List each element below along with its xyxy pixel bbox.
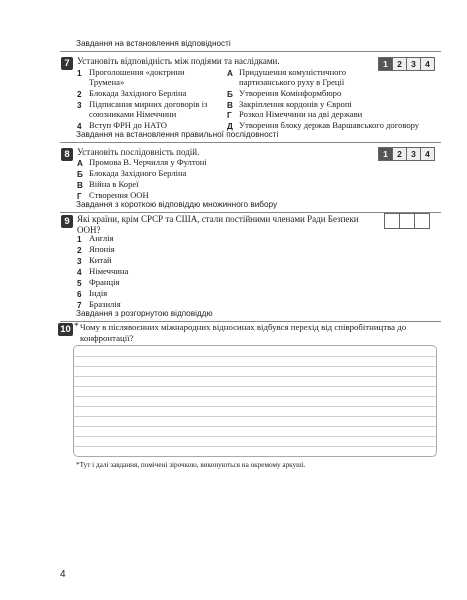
- question-10-star: *: [74, 321, 79, 331]
- grid-7-header-2: 2: [393, 58, 407, 70]
- q7-left-item: Блокада Західного Берліна: [89, 88, 187, 98]
- q8-item: Створення ООН: [89, 190, 149, 200]
- q9-num: 4: [77, 268, 82, 277]
- q7-right-letter: Д: [227, 122, 233, 131]
- ruled-line: [74, 356, 436, 357]
- question-9-number: 9: [61, 215, 73, 228]
- q8-letter: В: [77, 181, 83, 190]
- grid-8-header-4: 4: [421, 148, 434, 160]
- answer-grid-7[interactable]: [378, 57, 435, 71]
- ruled-line: [74, 446, 436, 447]
- q9-item: Китай: [89, 255, 112, 265]
- grid-7-header-1: 1: [379, 58, 393, 70]
- ruled-line: [74, 436, 436, 437]
- grid-7-header-3: 3: [407, 58, 421, 70]
- q7-right-item: Придушення комуністичного партизанського руху в Греції: [239, 67, 347, 87]
- q7-right-letter: Г: [227, 111, 232, 120]
- q7-left-num: 2: [77, 90, 82, 99]
- ruled-line: [74, 386, 436, 387]
- q7-left-num: 4: [77, 122, 82, 131]
- q7-left-num: 1: [77, 69, 82, 78]
- question-9-text-line1: Які країни, крім СРСР та США, стали постійними членами Ради Безпеки: [77, 214, 359, 224]
- section-8-title: Завдання на встановлення правильної послідовності: [76, 130, 279, 139]
- section-7-rule: [60, 51, 441, 52]
- q9-item: Японія: [89, 244, 115, 254]
- section-8-rule: [60, 142, 441, 143]
- page-number: 4: [60, 569, 66, 580]
- q7-right-letter: Б: [227, 90, 233, 99]
- section-9-title: Завдання з короткою відповіддю множинного вибору: [76, 200, 278, 209]
- ruled-line: [74, 426, 436, 427]
- q7-right-item: Закріплення кордонів у Європі: [239, 99, 352, 109]
- q9-item: Англія: [89, 233, 114, 243]
- q9-item: Індія: [89, 288, 108, 298]
- ruled-line: [74, 396, 436, 397]
- ruled-line: [74, 416, 436, 417]
- ruled-line: [74, 366, 436, 367]
- question-10-text-line1: Чому в післявоєнних міжнародних відносинах відбувся перехід від співробітництва до: [80, 322, 407, 332]
- footnote: *Тут і далі завдання, помічені зірочкою, виконуються на окремому аркуші.: [76, 461, 306, 469]
- q7-right-letter: В: [227, 101, 233, 110]
- q7-left-item: Вступ ФРН до НАТО: [89, 120, 167, 130]
- q7-right-letter: А: [227, 69, 233, 78]
- question-8-number: 8: [61, 148, 73, 161]
- question-9-text-line2: ООН?: [77, 225, 101, 235]
- question-10-text-line2: конфронтації?: [80, 333, 134, 343]
- answer-lines-area[interactable]: [73, 345, 437, 457]
- q7-left-item: Підписання мирних договорів із союзниками Німеччини: [89, 99, 208, 119]
- q8-letter: Б: [77, 170, 83, 179]
- answer-box-9[interactable]: [384, 213, 430, 229]
- answer-cell[interactable]: [415, 214, 429, 228]
- section-10-title: Завдання з розгорнутою відповіддю: [76, 309, 213, 318]
- q8-item: Промова В. Черчилля у Фултоні: [89, 157, 207, 167]
- q9-item: Німеччина: [89, 266, 129, 276]
- grid-7-header-4: 4: [421, 58, 434, 70]
- question-10-number: 10: [58, 323, 73, 336]
- grid-8-header-2: 2: [393, 148, 407, 160]
- q7-right-item: Утворення Комінформбюро: [239, 88, 342, 98]
- q9-num: 5: [77, 279, 82, 288]
- q8-item: Війна в Кореї: [89, 179, 139, 189]
- q7-left-item: Проголошення «доктрини Трумена»: [89, 67, 185, 87]
- q8-letter: А: [77, 159, 83, 168]
- question-8-text: Установіть послідовність подій.: [77, 147, 200, 157]
- q9-num: 6: [77, 290, 82, 299]
- ruled-line: [74, 406, 436, 407]
- q9-num: 3: [77, 257, 82, 266]
- q9-item: Бразилія: [89, 299, 121, 309]
- q7-right-item: Утворення блоку держав Варшавського договору: [239, 120, 420, 130]
- q9-item: Франція: [89, 277, 120, 287]
- grid-8-header-3: 3: [407, 148, 421, 160]
- question-7-number: 7: [61, 57, 73, 70]
- q7-right-item: Розкол Німеччини на дві держави: [239, 109, 363, 119]
- ruled-line: [74, 376, 436, 377]
- q9-num: 7: [77, 301, 82, 310]
- answer-cell[interactable]: [400, 214, 415, 228]
- grid-8-header-1: 1: [379, 148, 393, 160]
- q8-item: Блокада Західного Берліна: [89, 168, 187, 178]
- q9-num: 1: [77, 235, 82, 244]
- answer-grid-8[interactable]: [378, 147, 435, 161]
- section-7-title: Завдання на встановлення відповідності: [76, 39, 231, 48]
- q9-num: 2: [77, 246, 82, 255]
- question-7-text: Установіть відповідність між подіями та наслідками.: [77, 56, 280, 66]
- q8-letter: Г: [77, 192, 82, 201]
- q7-left-num: 3: [77, 101, 82, 110]
- answer-cell[interactable]: [385, 214, 400, 228]
